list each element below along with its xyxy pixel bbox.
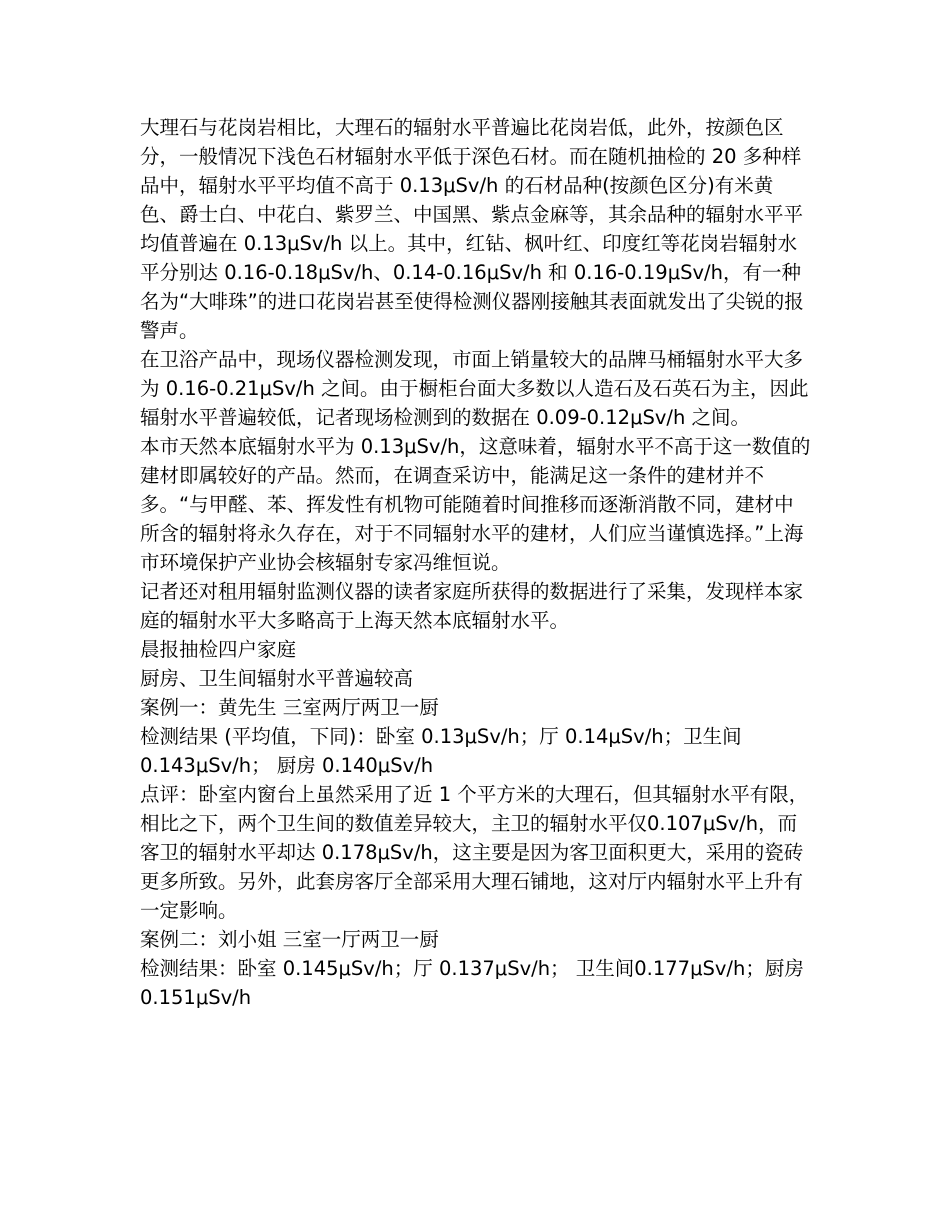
paragraph-background-radiation: 本市天然本底辐射水平为 0.13μSv/h，这意味着，辐射水平不高于这一数值的建材即属较好的产品。然而，在调查采访中，能满足这一条件的建材并不多。“与甲醛、苯、挥发性有机物可能随着时间推移而逐渐消散不同，建材中所含的辐射将永久存在，对于不同辐射水平的建材，人们应当谨慎选择。”上海市环境保护产业协会核辐射专家冯维恒说。: [140, 435, 811, 574]
section-heading-sampling: 晨报抽检四户家庭: [140, 638, 297, 661]
document-body: [140, 113, 812, 1012]
paragraph-reader-families: 记者还对租用辐射监测仪器的读者家庭所获得的数据进行了采集，发现样本家庭的辐射水平大多略高于上海天然本底辐射水平。: [140, 580, 804, 632]
case-one-comment: 点评：卧室内窗台上虽然采用了近 1 个平方米的大理石，但其辐射水平有限，相比之下，两个卫生间的数值差异较大，主卫的辐射水平仅0.107μSv/h，而客卫的辐射水平却达 0.178μSv/h，这主要是因为客卫面积更大，采用的瓷砖更多所致。另外，此套房客厅全部采用大理石铺地，这对厅内辐射水平上升有一定影响。: [140, 783, 809, 922]
section-subheading-kitchen-bathroom: 厨房、卫生间辐射水平普遍较高: [140, 667, 414, 690]
case-two-title: 案例二：刘小姐 三室一厅两卫一厨: [140, 928, 439, 951]
case-one-title: 案例一：黄先生 三室两厅两卫一厨: [140, 696, 439, 719]
case-two-results: 检测结果：卧室 0.145μSv/h；厅 0.137μSv/h； 卫生间0.177μSv/h；厨房 0.151μSv/h: [140, 957, 804, 1009]
case-one-results: 检测结果 (平均值，下同)：卧室 0.13μSv/h；厅 0.14μSv/h；卫生间0.143μSv/h； 厨房 0.140μSv/h: [140, 725, 742, 777]
paragraph-bathroom-products: 在卫浴产品中，现场仪器检测发现，市面上销量较大的品牌马桶辐射水平大多为 0.16-0.21μSv/h 之间。由于橱柜台面大多数以人造石及石英石为主，因此辐射水平普遍较低，记者现场检测到的数据在 0.09-0.12μSv/h 之间。: [140, 348, 809, 429]
paragraph-stone-radiation: 大理石与花岗岩相比，大理石的辐射水平普遍比花岗岩低，此外，按颜色区分，一般情况下浅色石材辐射水平低于深色石材。而在随机抽检的 20 多种样品中，辐射水平平均值不高于 0.13μSv/h 的石材品种(按颜色区分)有米黄色、爵士白、中花白、紫罗兰、中国黑、紫点金麻等，其余品种的辐射水平平均值普遍在 0.13μSv/h 以上。其中，红钻、枫叶红、印度红等花岗岩辐射水平分别达 0.16-0.18μSv/h、0.14-0.16μSv/h 和 0.16-0.19μSv/h，有一种名为“大啡珠”的进口花岗岩甚至使得检测仪器刚接触其表面就发出了尖锐的报警声。: [140, 116, 804, 342]
